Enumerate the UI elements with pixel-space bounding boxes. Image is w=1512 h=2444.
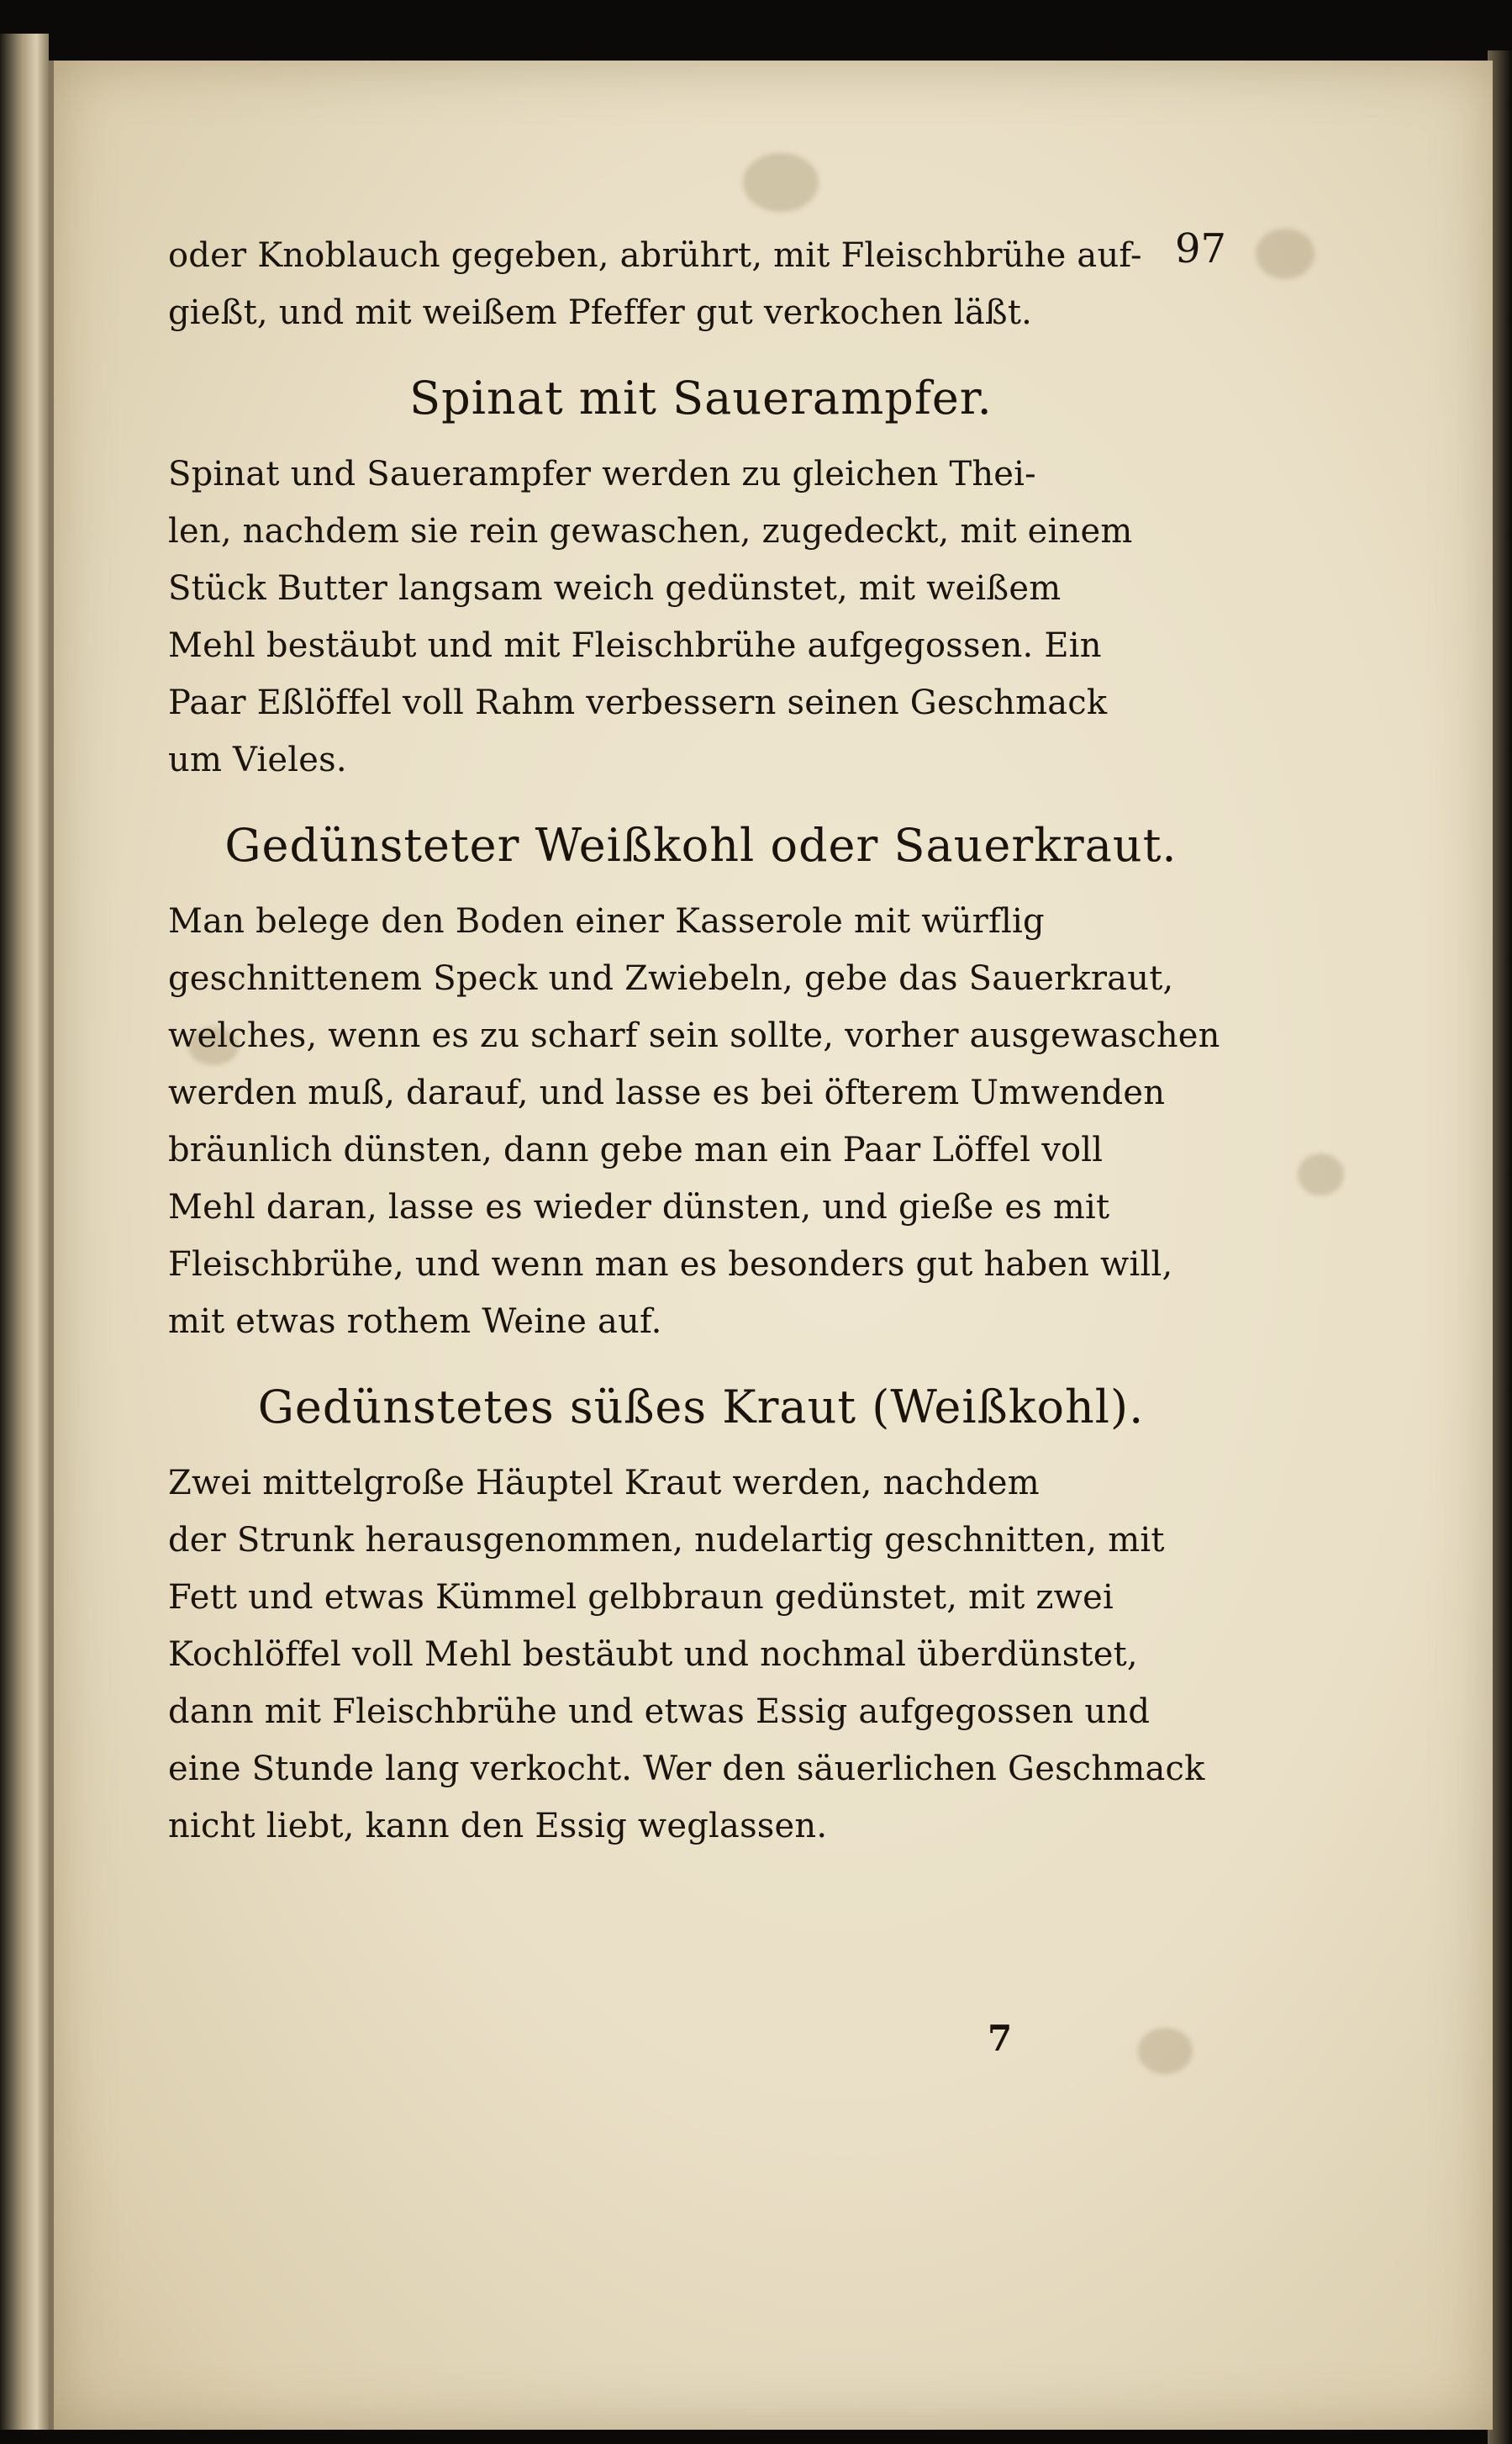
recipe-paragraph-kraut bbox=[168, 1454, 1234, 1855]
text-line: Man belege den Boden einer Kasserole mit würflig bbox=[168, 902, 1045, 941]
text-line: der Strunk herausgenommen, nudelartig geschnitten, mit bbox=[168, 1521, 1165, 1560]
text-line: oder Knoblauch gegeben, abrührt, mit Fleischbrühe auf- bbox=[168, 236, 1142, 275]
text-line: Fett und etwas Kümmel gelbbraun gedünstet, mit zwei bbox=[168, 1578, 1114, 1617]
recipe-heading-weisskohl: Gedünsteter Weißkohl oder Sauerkraut. bbox=[224, 819, 1177, 872]
signature-mark: 7 bbox=[988, 2018, 1013, 2059]
text-line: gießt, und mit weißem Pfeffer gut verkochen läßt. bbox=[168, 293, 1033, 332]
text-line: bräunlich dünsten, dann gebe man ein Paar Löffel voll bbox=[168, 1131, 1104, 1169]
page-number: 97 bbox=[1175, 225, 1227, 272]
text-line: mit etwas rothem Weine auf. bbox=[168, 1302, 662, 1341]
recipe-paragraph-spinat bbox=[168, 446, 1234, 789]
text-line: Kochlöffel voll Mehl bestäubt und nochmal überdünstet, bbox=[168, 1635, 1138, 1674]
text-line: dann mit Fleischbrühe und etwas Essig aufgegossen und bbox=[168, 1692, 1151, 1731]
text-line: nicht liebt, kann den Essig weglassen. bbox=[168, 1807, 828, 1845]
stain bbox=[1138, 2028, 1193, 2074]
text-line: werden muß, darauf, und lasse es bei öfterem Umwenden bbox=[168, 1074, 1166, 1112]
stain bbox=[1256, 229, 1314, 279]
text-line: eine Stunde lang verkocht. Wer den säuerlichen Geschmack bbox=[168, 1750, 1205, 1788]
text-line: welches, wenn es zu scharf sein sollte, vorher ausgewaschen bbox=[168, 1016, 1220, 1055]
text-line: Fleischbrühe, und wenn man es besonders gut haben will, bbox=[168, 1245, 1173, 1284]
text-line: um Vieles. bbox=[168, 741, 347, 779]
text-line: Stück Butter langsam weich gedünstet, mit weißem bbox=[168, 569, 1062, 608]
text-line: geschnittenem Speck und Zwiebeln, gebe das Sauerkraut, bbox=[168, 959, 1174, 998]
page-text bbox=[168, 227, 1234, 1855]
text-line: Paar Eßlöffel voll Rahm verbessern seinen Geschmack bbox=[168, 684, 1108, 722]
left-page-edge bbox=[0, 34, 49, 2430]
stain bbox=[743, 153, 819, 212]
recipe-heading-kraut: Gedünstetes süßes Kraut (Weißkohl). bbox=[257, 1380, 1145, 1433]
recipe-heading-spinat: Spinat mit Sauerampfer. bbox=[409, 372, 993, 425]
text-line: Mehl bestäubt und mit Fleischbrühe aufgegossen. Ein bbox=[168, 626, 1102, 665]
text-line: Zwei mittelgroße Häuptel Kraut werden, nachdem bbox=[168, 1464, 1040, 1502]
text-line: Mehl daran, lasse es wieder dünsten, und gieße es mit bbox=[168, 1188, 1110, 1227]
text-line: Spinat und Sauerampfer werden zu gleichen Thei- bbox=[168, 455, 1036, 494]
recipe-paragraph-weisskohl bbox=[168, 893, 1234, 1350]
continuation-paragraph bbox=[168, 227, 1234, 341]
text-line: len, nachdem sie rein gewaschen, zugedeckt, mit einem bbox=[168, 512, 1133, 551]
stain bbox=[1298, 1153, 1344, 1196]
